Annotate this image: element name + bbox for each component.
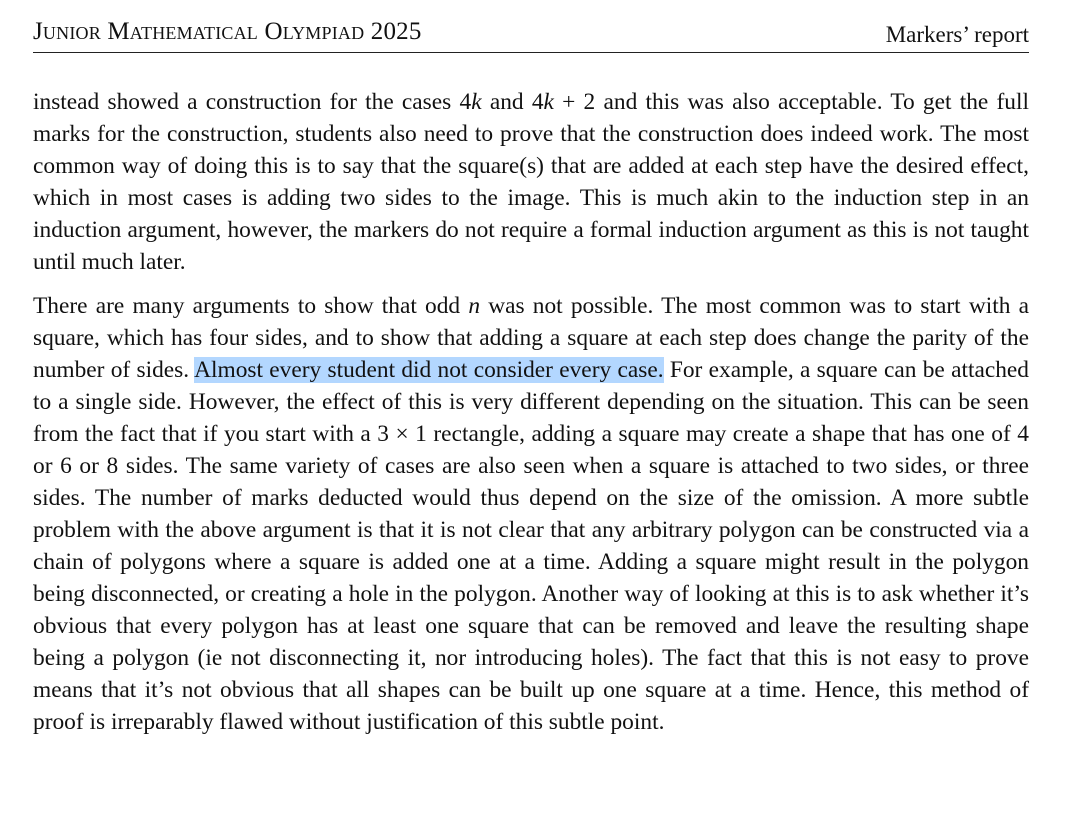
case-4k-variable: k bbox=[471, 89, 482, 115]
paragraph-construction bbox=[33, 86, 1029, 278]
variable-n: n bbox=[468, 293, 481, 319]
case-4k2-suffix: + 2 bbox=[553, 89, 596, 115]
highlighted-sentence[interactable]: Almost every student did not consider every case. bbox=[194, 357, 664, 383]
page-header bbox=[33, 18, 1029, 53]
document-body bbox=[33, 86, 1029, 738]
case-4k2-variable: k bbox=[543, 89, 554, 115]
case-4k-number: 4 bbox=[459, 89, 472, 115]
case-4k2-number: 4 bbox=[531, 89, 544, 115]
paragraph-odd-n bbox=[33, 290, 1029, 738]
paragraph2-intro: There are many arguments to show that odd bbox=[33, 293, 469, 319]
document-title: Junior Mathematical Olympiad 2025 bbox=[33, 18, 422, 45]
paragraph2-before-highlight: was not possible. The most common was to start with a square, which has four sides, and to show that adding a square at each step does change the parity of the number of sides. bbox=[33, 293, 1029, 383]
and-text: and bbox=[481, 89, 532, 115]
report-label: Markers’ report bbox=[885, 22, 1029, 47]
rectangle-dimensions: 3 × 1 bbox=[377, 421, 427, 447]
paragraph2-after-highlight-2: rectangle, adding a square may create a shape that has one of 4 or 6 or 8 sides. The same variety of cases are also seen when a square is attached to two sides, or three sides. The number of marks deducted would thus depend on the size of the omission. A more subtle problem with the above argument is that it is not clear that any arbitrary polygon can be constructed via a chain of polygons where a square is added one at a time. Adding a square might result in the polygon being disconnected, or creating a hole in the polygon. Another way of looking at this is to ask whether it’s obvious that every polygon has at least one square that can be removed and leave the resulting shape being a polygon (ie not disconnecting it, nor introducing holes). The fact that this is not easy to prove means that it’s not obvious that all shapes can be built up one square at a time. Hence, this method of proof is irreparably flawed without justification of this subtle point. bbox=[33, 421, 1029, 735]
paragraph2-after-highlight-1: For example, a square can be attached to a single side. However, the effect of this is very different depending on the situation. This can be seen from the fact that if you start with a bbox=[33, 357, 1029, 447]
paragraph1-rest: and this was also acceptable. To get the full marks for the construction, students also need to prove that the construction does indeed work. The most common way of doing this is to say that the square(s) that are added at each step have the desired effect, which in most cases is adding two sides to the image. This is much akin to the induction step in an induction argument, however, the markers do not require a formal induction argument as this is not taught until much later. bbox=[33, 89, 1029, 275]
paragraph1-intro: instead showed a construction for the cases bbox=[33, 89, 460, 115]
